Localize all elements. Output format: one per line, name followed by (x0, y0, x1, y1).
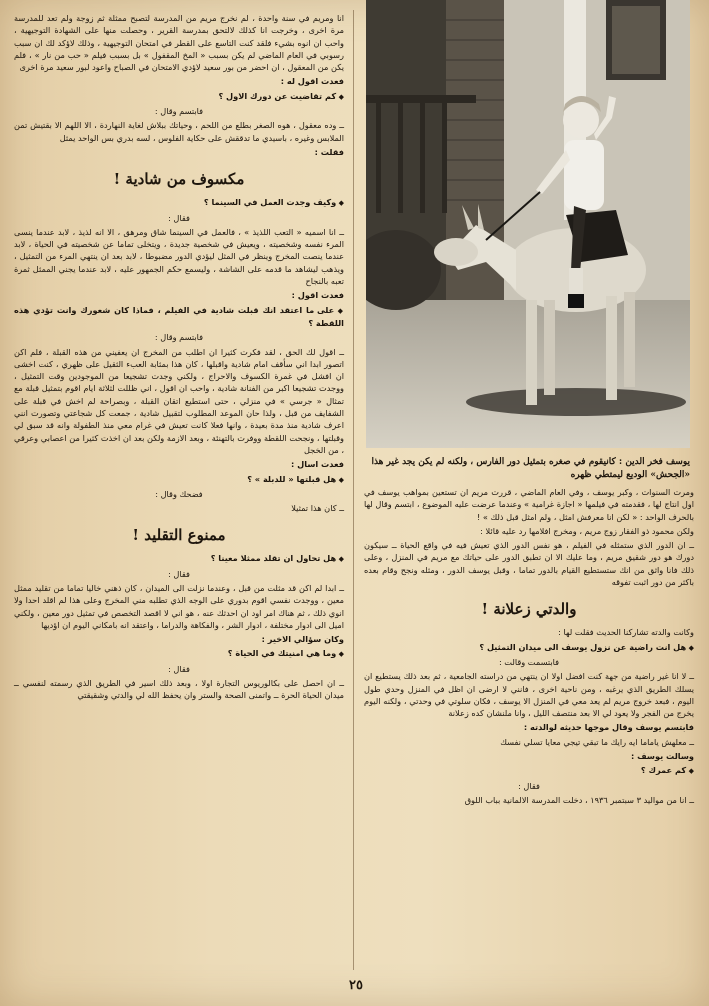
interviewer-line: فقلت : (314, 146, 344, 157)
paragraph: انا ومريم في سنة واحدة ، لم نخرج مريم من المدرسة لتصبح ممثلة ثم زوجة ولم تعد للمدرسة مرة اخرى ، وخرجت انا كذلك لالتحق بمدرسة القرير ، وحصلت منها على الشهادة التوجيهية ، واحب ان انوه بشيء فلقد كنت التاسع على القطر في امتحان التوجيهية ، وذلك لاؤكد لك ان سبب رسوبي في العام الماضي لم يكن بسبب « المخ المقفول » بل بسبب فيلم « حب من نار » ، فلم يكن من المعقول ، ان احضر من بور سعيد لاؤدي الامتحان في الصباح واعود لبور سعيد مرة اخرى (14, 13, 344, 73)
question: ◆ هل قبلتها « للدبلة » ؟ (14, 473, 344, 486)
section-heading: ممنوع التقليد ! (132, 526, 226, 545)
left-column (14, 12, 344, 704)
answer: ــ انا اسميه « التعب اللذيذ » ، فالعمل في السينما شاق ومرهق ، الا انه لذيذ ، لابد عندما ينسى المرء نفسه وشخصيته ، ويعيش في شخصية جديدة ، ويتخلى تماما عن شخصيته في الحياة ، لابد عندما ينصت المخرج وينظر في المثل ليؤدي الدور مضبوطا ، لابد بعد ان ينتهي المرء من التمثيل ، ويذهب ليشاهد ما قدمه على الشاشة ، وليسمع حكم الجمهور عليه ، لابد عندما يجني الممثل ثمرة تعبه بالنجاح (14, 226, 344, 287)
answer: ــ ابدا لم اكن قد مثلت من قبل ، وعندما نزلت الى الميدان ، كان ذهني خاليا تماما من تقليد ممثل معين ، ووجدت نفسي اقوم بدوري على الوجه الذي تطلبه مني المخرج وعلى هذا لم اقلد احدا ولا انوي ذلك ، ثم هناك امر اود ان احدثك عنه ، هو اني لا اقصد التخصص في تمثيل دور معين ، ولكني اميل الى ادوار مختلفة ، ادوار الشر ، والفكاهة والدراما ، واعتقد انه بامكاني اليوم ان اؤديها (14, 582, 344, 630)
answer: ــ معلهش ياماما ايه رايك ما تبقي تيجي معايا تسلي نفسك (500, 736, 694, 747)
answer: ــ انا من مواليد ٣ سبتمبر ١٩٣٦ ، دخلت المدرسة الالمانية بباب اللوق (464, 794, 694, 805)
paragraph: وكانت والدته تشاركنا الحديث فقلت لها : (558, 627, 694, 638)
answer: ــ وده معقول ، هوه الصغر بطلع من اللحم ، وحياتك ببلاش لغاية النهاردة ، الا اللهم الا بقتيش تمن الملابس وغيره ، باسيدي ما تدققش على حكاية الفلوس ، لسه بدري بس الواحد يمثل (14, 120, 344, 143)
reply-line: فقال : (518, 780, 540, 791)
page-number: ٢٥ (349, 978, 363, 993)
answer: ــ كان هذا تمثيلا (291, 503, 344, 514)
paragraph: ولكن محمود ذو الفقار زوج مريم ، ومخرج افلامها رد عليه قائلا : (480, 525, 694, 536)
reply-line: فابتسم وقال : (154, 332, 204, 343)
question: ◆ وما هي امنيتك في الحياة ؟ (14, 647, 344, 660)
interviewer-line: وسالت يوسف : (631, 751, 694, 762)
reply-line: فقال : (168, 568, 190, 579)
interviewer-line: فعدت اقول له : (280, 76, 344, 87)
paragraph: ومرت السنوات ، وكبر يوسف ، وفي العام الماضي ، قررت مريم ان تستعين بمواهب يوسف في اول انتاج لها ، فقدمته في فيلمها « اجازة غرامية » وعندما عرضت عليه الموضوع ، ابتسم وقال لها بالحرف الواحد : « لكن انا معرفش امثل ، ولم امثل قبل ذلك » ! (364, 487, 694, 522)
paragraph: ــ ان الدور الذي ستمثله في الفيلم ، هو نفس الدور الذي تعيش فيه في واقع الحياة ــ سيكون دورك هو دور شقيق مريم ، وما عليك الا ان تطبق الدور على حياتك مع مريم في المنزل ، وعلى ذلك فانا واثق من انك ستستطيع القيام بالدور تماما ، وقبل يوسف الدور ، ومثله ونجح وقام بعده باكثر من دور اثبت تفوقه (364, 540, 694, 588)
reply-line: فابتسم وقال : (154, 106, 204, 117)
photo-caption: يوسف فخر الدين : كانيقوم في صغره بتمثيل دور الفارس ، ولكنه لم يكن يجد غير هذا «الجحش» الوديع ليمتطي ظهره (371, 457, 690, 480)
reply-line: فابتسمت وقالت : (498, 656, 560, 667)
photo-illustration (366, 0, 690, 448)
answer: ــ اقول لك الحق ، لقد فكرت كثيرا ان اطلب من المخرج ان يعفيني من هذه القبلة ، فلم اكن اتصور ابدا اني سأقف امام شادية واقبلها ، كان هذا بمثابة العبء الثقيل على ظهري ، كنت اخشى ان افشل في غمرة الكسوف والاحراج ، ولكني وجدت تشجيعا من الموجودين وقت التمثيل ، ووجدت تشجيعا اكبر من الفنانة شادية ، واحب ان اقول ، اني ظللت لثلاثة ايام اقوم بتمثيل قبلة مع تمثال « جرسي » في منزلي ، حتى استطيع اتقان القبلة ، وبصراحة لم اخش في قبلة على الشفايف من قبل ، ولذا حان الموعد المطلوب لتقبيل شادية ، جمعت كل شجاعتي وتصورت انني اعرف شادية منذ مدة بعيدة ، وانها فعلا كانت تعيش في غرام معي منذ الطفولة وانه قد سبق لي وقبلتها ، ونجحت اللقطة ووفرت بالتهنئة ، وبعد الازمة ولكن بعد ان اخذت كثيرا من اعصابي وعرقي ، من الخجل (14, 346, 344, 455)
interviewer-line: فعدت اقول : (291, 290, 344, 301)
right-column (364, 486, 694, 808)
question: ◆ هل تحاول ان تقلد ممثلا معينا ؟ (14, 552, 344, 565)
reply-line: فقال : (168, 212, 190, 223)
question: ◆ كم عمرك ؟ (364, 764, 694, 777)
column-divider (353, 10, 354, 970)
question: ◆ وكيف وجدت العمل في السينما ؟ (14, 196, 344, 209)
question: ◆ كم تقاضيت عن دورك الاول ؟ (14, 90, 344, 103)
photo-boy-on-donkey (366, 0, 690, 448)
interviewer-line: فعدت اسال : (291, 459, 344, 470)
question: ◆ هل انت راضية عن نزول يوسف الى ميدان التمثيل ؟ (364, 641, 694, 654)
answer: ــ لا انا غير راضية من جهة كنت افضل اولا ان ينتهي من دراسته الجامعية ، ثم بعد ذلك يستطيع ان يسلك الطريق الذي يرغبه ، ومن ناحية اخرى ، فانني لا ارضى ان اظل في المنزل وحدي طول اليوم ، فبعد خروج مريم لم يعد معي في المنزل الا يوسف ، فكان سلوتي في وحدتي ، ولكنه اليوم يخرج من الفجر ولا يعود لي الا بعد منتصف الليل ، وانا ملنشان كده زعلانة (364, 671, 694, 719)
reply-line: فضحك وقال : (155, 488, 203, 499)
answer: ــ ان احصل على بكالوريوس التجارة اولا ، وبعد ذلك اسير في الطريق الذي رسمته لنفسي ــ ميدان الحياة الحرة ــ واتمنى الصحة والستر وان يحفظ الله لي والدتي وشقيقتي (14, 678, 344, 701)
section-heading: مكسوف من شادية ! (113, 170, 245, 189)
question: ◆ على ما اعتقد انك قبلت شادية في الفيلم ، فماذا كان شعورك وانت تؤدي هذه اللقطة ؟ (14, 304, 344, 330)
reply-line: فقال : (168, 663, 190, 674)
interviewer-line: وكان سؤالي الاخير : (261, 634, 344, 645)
paragraph: فابتسم يوسف وقال موجها حديثه لوالدته : (523, 722, 694, 733)
section-heading: والدتي زعلانة ! (481, 600, 577, 619)
